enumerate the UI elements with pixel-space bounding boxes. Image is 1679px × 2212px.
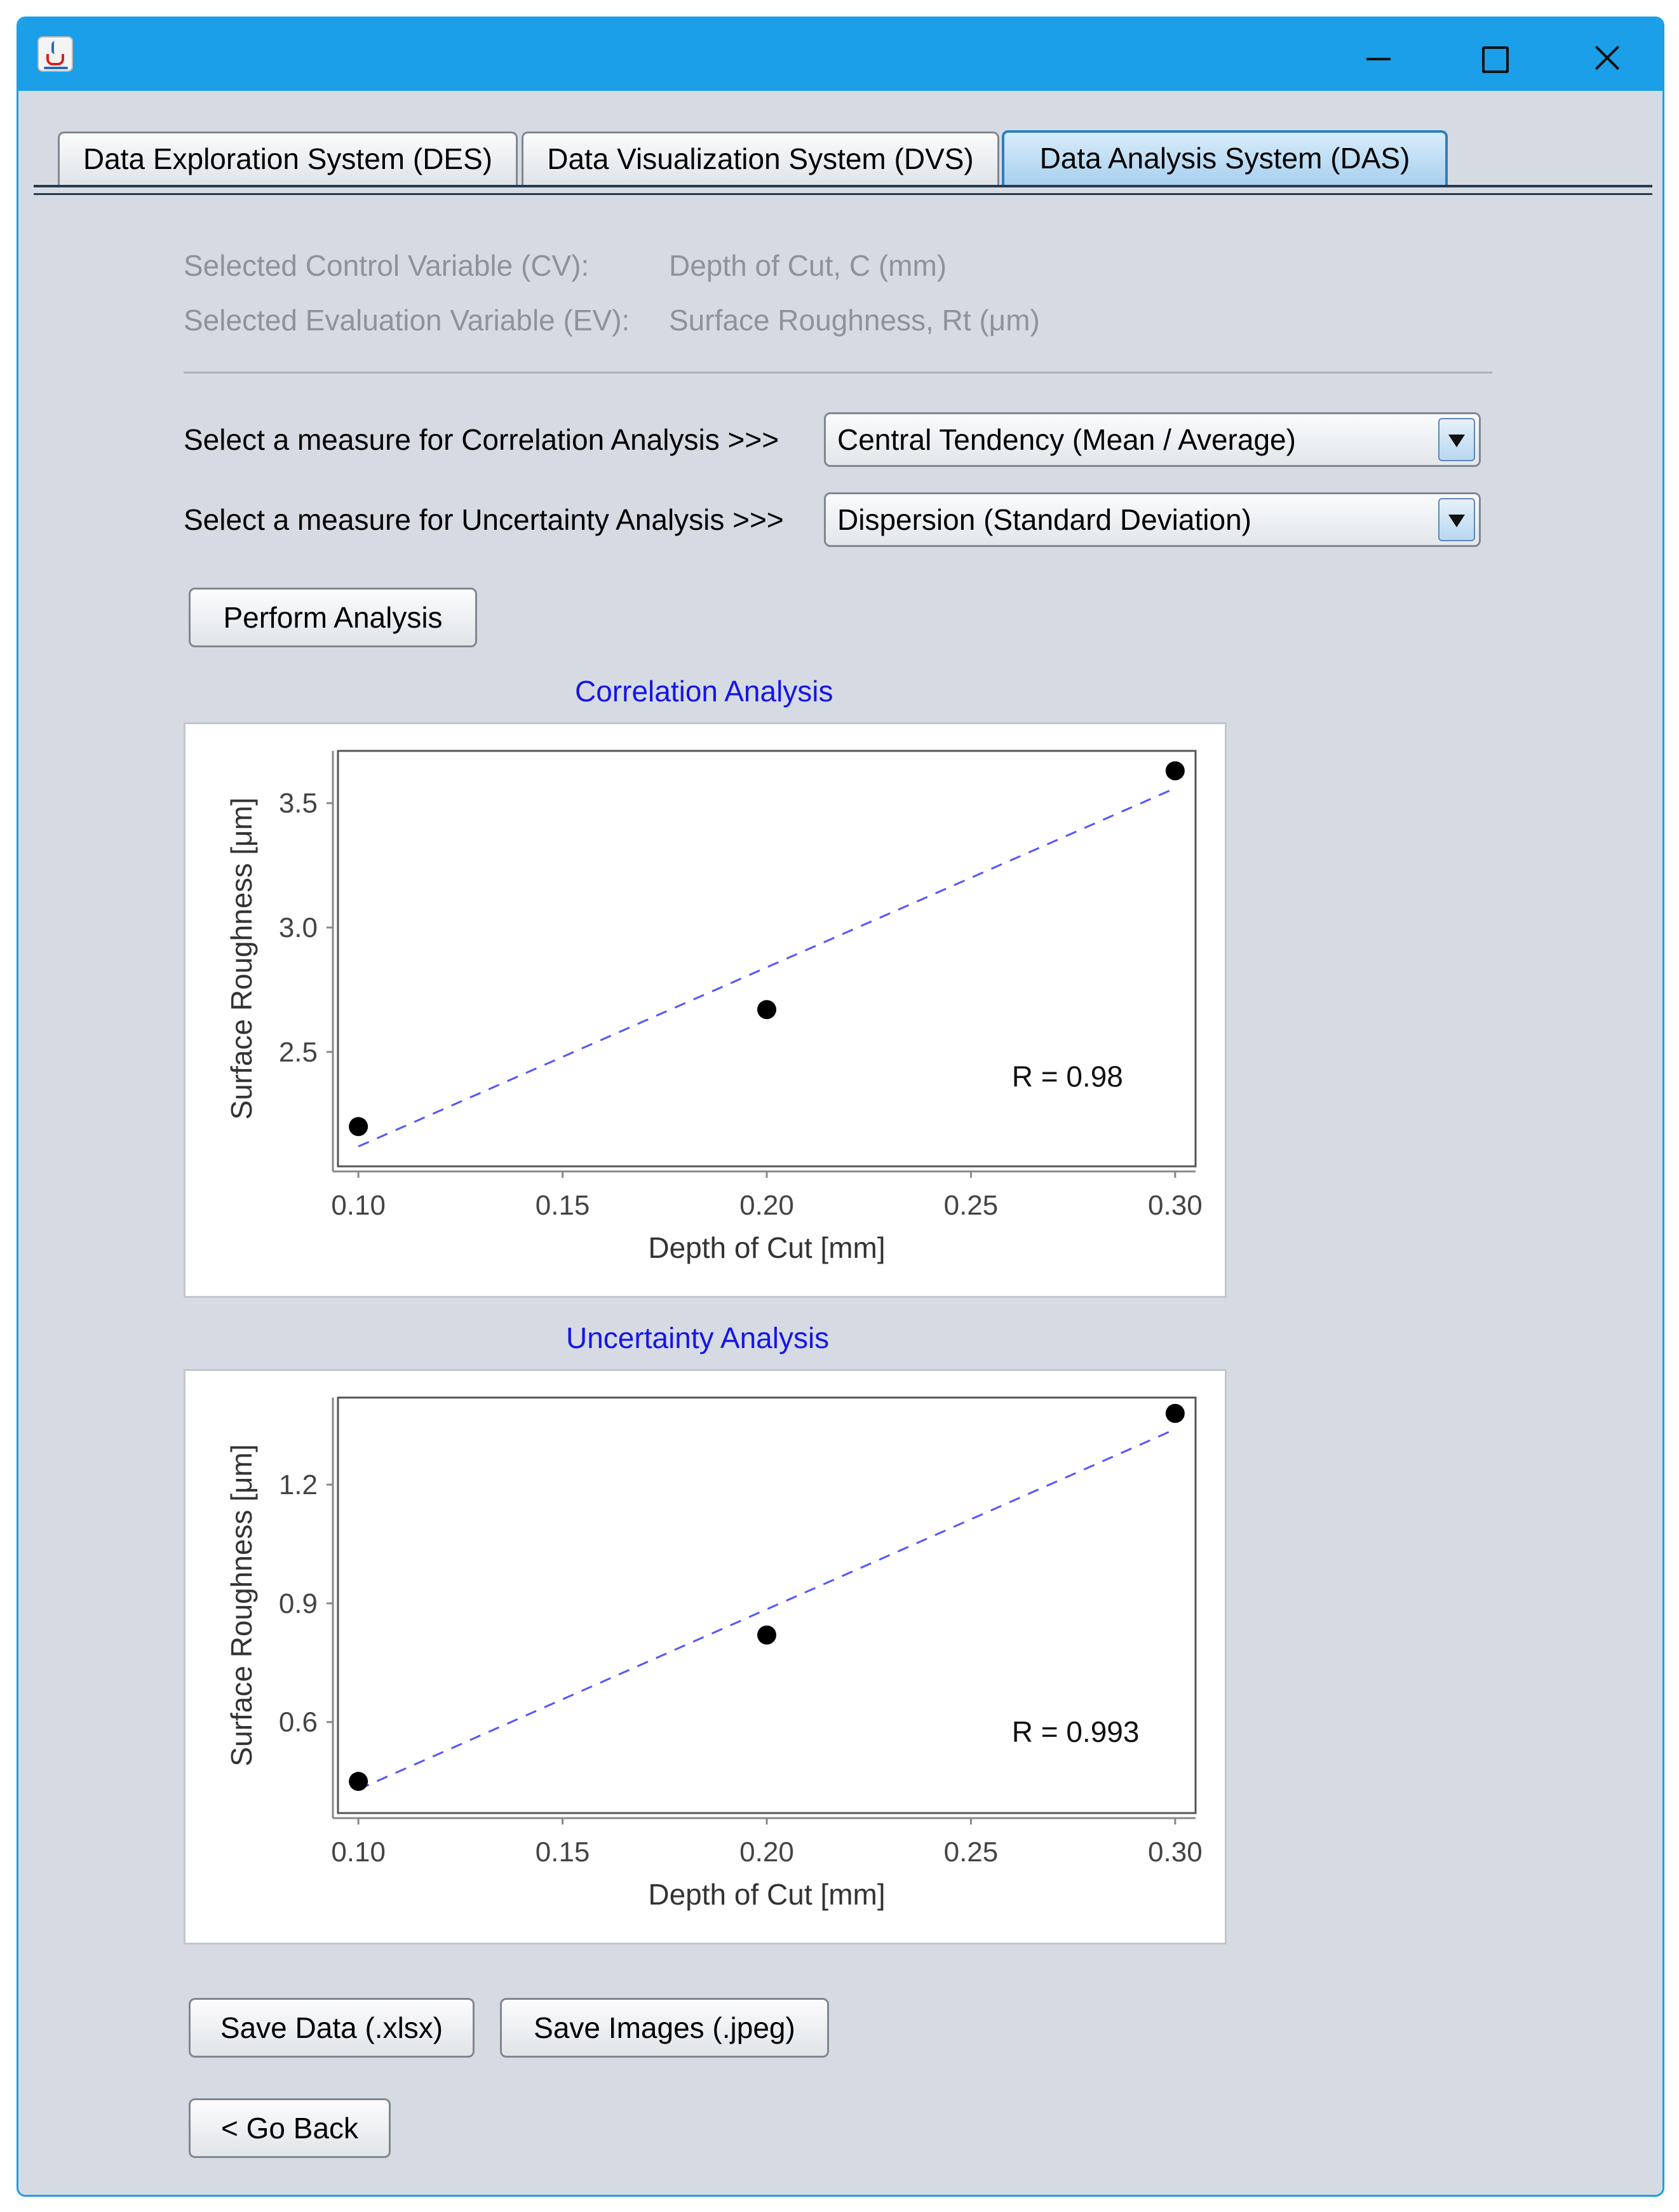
y-axis-title: Surface Roughness [μm]: [225, 1444, 258, 1767]
chevron-down-icon[interactable]: [1438, 418, 1475, 461]
chevron-down-icon[interactable]: [1438, 498, 1475, 541]
correlation-measure-select[interactable]: [824, 412, 1481, 467]
data-point: [757, 1000, 776, 1019]
x-tick-label: 0.10: [331, 1190, 386, 1221]
correlation-measure-label: Select a measure for Correlation Analysis >>>: [184, 423, 779, 456]
x-tick-label: 0.15: [535, 1190, 590, 1221]
correlation-chart-svg: [185, 724, 1225, 1296]
maximize-icon[interactable]: [1473, 39, 1511, 77]
save-images-button[interactable]: Save Images (.jpeg): [500, 1998, 829, 2058]
correlation-coefficient-label: R = 0.993: [1011, 1715, 1140, 1748]
plot-area: [338, 751, 1196, 1166]
perform-analysis-button[interactable]: Perform Analysis: [189, 588, 477, 647]
uncertainty-chart-svg: [185, 1371, 1225, 1943]
x-tick-label: 0.20: [739, 1190, 794, 1221]
y-tick-label: 3.5: [278, 788, 318, 819]
separator: [184, 372, 1492, 374]
y-tick-label: 0.6: [278, 1706, 318, 1738]
tab-underline-2: [34, 193, 1652, 195]
minimize-icon[interactable]: [1359, 39, 1397, 77]
cv-label: Selected Control Variable (CV):: [184, 249, 590, 282]
correlation-coefficient-label: R = 0.98: [1011, 1060, 1123, 1093]
x-tick-label: 0.25: [943, 1190, 999, 1221]
x-tick-label: 0.30: [1148, 1837, 1203, 1868]
ev-value: Surface Roughness, Rt (μm): [669, 304, 1040, 337]
title-bar: [18, 18, 1662, 91]
data-point: [349, 1117, 368, 1136]
ev-label: Selected Evaluation Variable (EV):: [184, 304, 630, 337]
tab-des[interactable]: Data Exploration System (DES): [58, 132, 518, 185]
x-tick-label: 0.30: [1148, 1190, 1203, 1221]
java-app-icon[interactable]: [37, 36, 73, 72]
y-tick-label: 2.5: [278, 1036, 318, 1068]
data-point: [757, 1626, 776, 1645]
uncertainty-measure-label: Select a measure for Uncertainty Analysis >>>: [184, 503, 784, 536]
x-tick-label: 0.15: [535, 1837, 590, 1868]
close-icon[interactable]: [1588, 39, 1626, 77]
data-point: [349, 1772, 368, 1791]
correlation-measure-value: Central Tendency (Mean / Average): [837, 423, 1296, 456]
save-data-button[interactable]: Save Data (.xlsx): [189, 1998, 475, 2058]
y-tick-label: 1.2: [278, 1469, 318, 1501]
x-tick-label: 0.25: [943, 1837, 999, 1868]
y-tick-label: 3.0: [278, 912, 318, 944]
x-tick-label: 0.20: [739, 1837, 794, 1868]
tab-das[interactable]: Data Analysis System (DAS): [1002, 130, 1448, 185]
cv-value: Depth of Cut, C (mm): [669, 249, 947, 282]
plot-area: [338, 1398, 1196, 1813]
uncertainty-chart-title: Uncertainty Analysis: [566, 1321, 830, 1354]
application-window: [17, 17, 1664, 2197]
go-back-button[interactable]: < Go Back: [189, 2098, 391, 2158]
x-axis-title: Depth of Cut [mm]: [648, 1231, 886, 1264]
x-axis-title: Depth of Cut [mm]: [648, 1878, 886, 1911]
uncertainty-measure-value: Dispersion (Standard Deviation): [837, 503, 1251, 536]
uncertainty-measure-select[interactable]: [824, 492, 1481, 547]
y-tick-label: 0.9: [278, 1588, 318, 1619]
x-tick-label: 0.10: [331, 1837, 386, 1868]
tab-underline: [34, 185, 1652, 187]
tab-dvs[interactable]: Data Visualization System (DVS): [522, 132, 999, 185]
uncertainty-chart: [184, 1369, 1227, 1945]
data-point: [1166, 761, 1185, 780]
correlation-chart-title: Correlation Analysis: [575, 675, 833, 708]
data-point: [1166, 1404, 1185, 1423]
correlation-chart: [184, 722, 1227, 1298]
y-axis-title: Surface Roughness [μm]: [225, 797, 258, 1120]
